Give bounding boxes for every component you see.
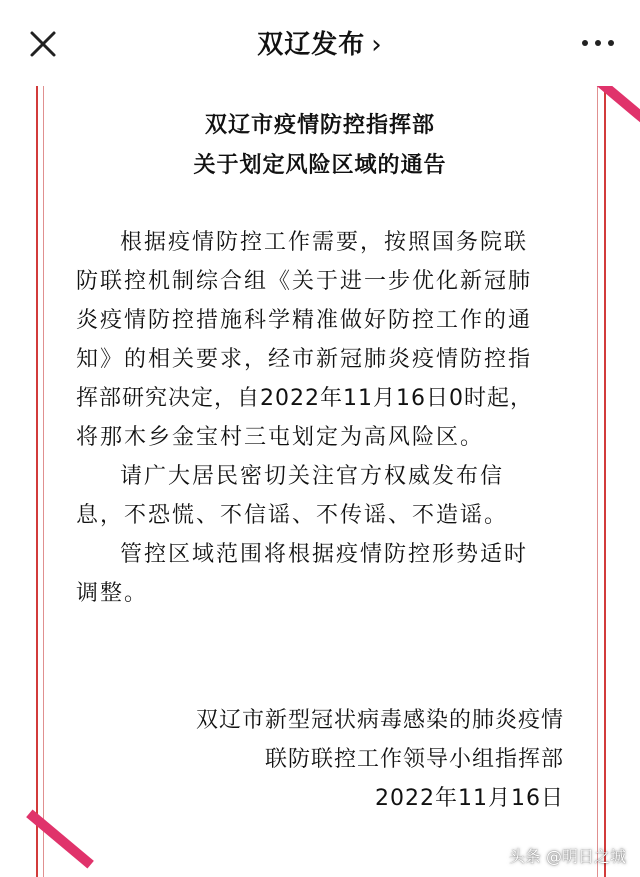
body-line: 管控区域范围将根据疫情防控形势适时 — [120, 542, 529, 567]
body-line: 根据疫情防控工作需要，按照国务院联 — [120, 230, 529, 255]
more-icon[interactable] — [580, 30, 616, 54]
body-line: 调整。 — [76, 581, 149, 606]
signature-date: 2022年11月16日 — [375, 786, 564, 811]
red-border-left-inner — [43, 86, 44, 877]
body-line: 防联控机制综合组《关于进一步优化新冠肺 — [76, 269, 533, 294]
red-border-left — [36, 86, 38, 877]
top-navigation-bar — [0, 0, 640, 87]
watermark: 头条 @明日之城 — [508, 847, 626, 866]
body-line: 请广大居民密切关注官方权威发布信 — [120, 464, 505, 489]
account-title-link[interactable] — [0, 24, 640, 61]
account-name: 双辽发布 — [257, 30, 366, 60]
chevron-right-icon: › — [371, 30, 383, 60]
body-line: 知》的相关要求，经市新冠肺炎疫情防控指 — [76, 347, 533, 372]
corner-ribbon-top-right — [586, 86, 640, 129]
notice-subtitle: 关于划定风险区域的通告 — [193, 153, 447, 178]
notice-title: 双辽市疫情防控指挥部 — [204, 113, 435, 138]
body-line: 息，不恐慌、不信谣、不传谣、不造谣。 — [76, 503, 509, 528]
signature-org-line: 联防联控工作领导小组指挥部 — [264, 747, 564, 772]
notice-document — [0, 86, 640, 877]
body-line: 将那木乡金宝村三屯划定为高风险区。 — [76, 425, 485, 450]
signature-org-line: 双辽市新型冠状病毒感染的肺炎疫情 — [195, 708, 564, 733]
body-line: 炎疫情防控措施科学精准做好防控工作的通 — [76, 308, 533, 333]
body-line: 挥部研究决定，自2022年11月16日0时起， — [76, 386, 533, 411]
